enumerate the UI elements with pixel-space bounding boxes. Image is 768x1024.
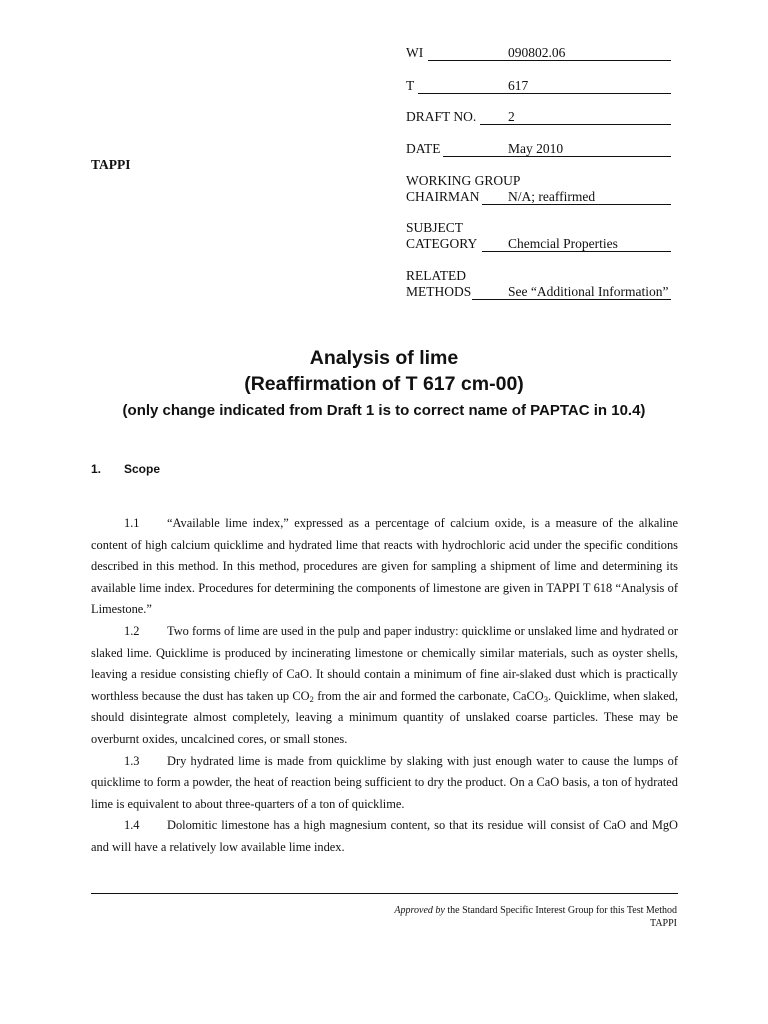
- field-label: T: [406, 78, 415, 93]
- subscript: 2: [309, 693, 314, 704]
- field-value: N/A; reaffirmed: [508, 189, 596, 204]
- field-label: WORKING GROUP: [406, 173, 521, 188]
- underline: [418, 93, 671, 94]
- section-heading: [91, 462, 160, 476]
- field-label: DRAFT NO.: [406, 109, 477, 124]
- paragraph-number: 1.3: [124, 753, 140, 768]
- field-value: 2: [508, 109, 515, 124]
- field-value: May 2010: [508, 141, 564, 156]
- field-label: SUBJECT: [406, 220, 464, 235]
- field-label: DATE: [406, 141, 441, 156]
- field-label: METHODS: [406, 284, 472, 299]
- paragraph-text: . Quicklime, when slaked, should disintegrate almost completely, leaving a minimum quantity of unslaked coarse particles. These may be overburnt oxides, uncalcined cores, or small stones.: [91, 688, 678, 746]
- document-title: Analysis of lime: [309, 347, 459, 369]
- field-value: See “Additional Information”: [508, 284, 669, 299]
- paragraph-number: 1.2: [124, 623, 140, 638]
- field-date: [406, 141, 564, 157]
- paragraph-text: Two forms of lime are used in the pulp and paper industry: quicklime or unslaked lime and hydrated or slaked lime. Quicklime is produced by incinerating limestone or chemically similar materials, such as oyster shells, leaving a residue consisting chiefly of CaO. It should contain a minimum of fine air-slaked dust which is practically worthless because the dust has taken up CO: [91, 623, 678, 703]
- section-title: Scope: [124, 462, 161, 476]
- approval-text: the Standard Specific Interest Group for this Test Method: [444, 905, 677, 916]
- approval-line: [394, 904, 677, 917]
- field-label: CHAIRMAN: [406, 189, 480, 204]
- scope-body: [91, 513, 678, 859]
- field-chairman: [406, 173, 596, 205]
- field-value: Chemcial Properties: [508, 236, 618, 251]
- footer: [394, 904, 677, 930]
- subscript: 3: [543, 693, 548, 704]
- approved-by: Approved by: [394, 905, 445, 916]
- field-t: [406, 78, 529, 94]
- document-subtitle: (Reaffirmation of T 617 cm-00): [244, 373, 524, 395]
- paragraph: [91, 621, 678, 751]
- field-value: 617: [508, 78, 529, 93]
- paragraph: [91, 751, 678, 816]
- paragraph-text: Dry hydrated lime is made from quicklime by slaking with just enough water to cause the lumps of quicklime to form a powder, the heat of reaction being sufficient to dry the product. On a CaO basis, a ton of hydrated lime is equivalent to about three-quarters of a ton of quicklime.: [91, 753, 678, 811]
- paragraph-text: Dolomitic limestone has a high magnesium content, so that its residue will consist of CaO and MgO and will have a relatively low available lime index.: [91, 818, 678, 854]
- paragraph-number: 1.4: [124, 818, 140, 833]
- footer-org: TAPPI: [650, 918, 677, 929]
- paragraph: [91, 815, 678, 858]
- org-name: TAPPI: [91, 157, 131, 172]
- header-fields: [406, 45, 566, 61]
- paragraph-text: from the air and formed the carbonate, CaCO: [313, 688, 544, 703]
- field-subject-category: [406, 220, 618, 252]
- paragraph-number: 1.1: [124, 516, 140, 530]
- paragraph-text: “Available lime index,” expressed as a percentage of calcium oxide, is a measure of the alkaline content of high calcium quicklime and hydrated lime that reacts with hydrochloric acid under the specific conditions described in this method. In this method, procedures are given for sampling a shipment of lime and determining its available lime index. Procedures for determining the components of limestone are given in TAPPI T 618 “Analysis of Limestone.”: [91, 516, 678, 617]
- footer-divider: [91, 893, 678, 894]
- field-label: WI: [406, 45, 424, 60]
- field-label: CATEGORY: [406, 236, 478, 251]
- paragraph: [91, 513, 678, 621]
- field-value: 090802.06: [508, 45, 566, 60]
- section-number: 1.: [91, 462, 102, 476]
- field-wi: [406, 45, 566, 61]
- field-related-methods: [406, 268, 669, 300]
- draft-note: (only change indicated from Draft 1 is to correct name of PAPTAC in 10.4): [122, 402, 646, 419]
- field-label: RELATED: [406, 268, 466, 283]
- field-draft-no: [406, 109, 515, 125]
